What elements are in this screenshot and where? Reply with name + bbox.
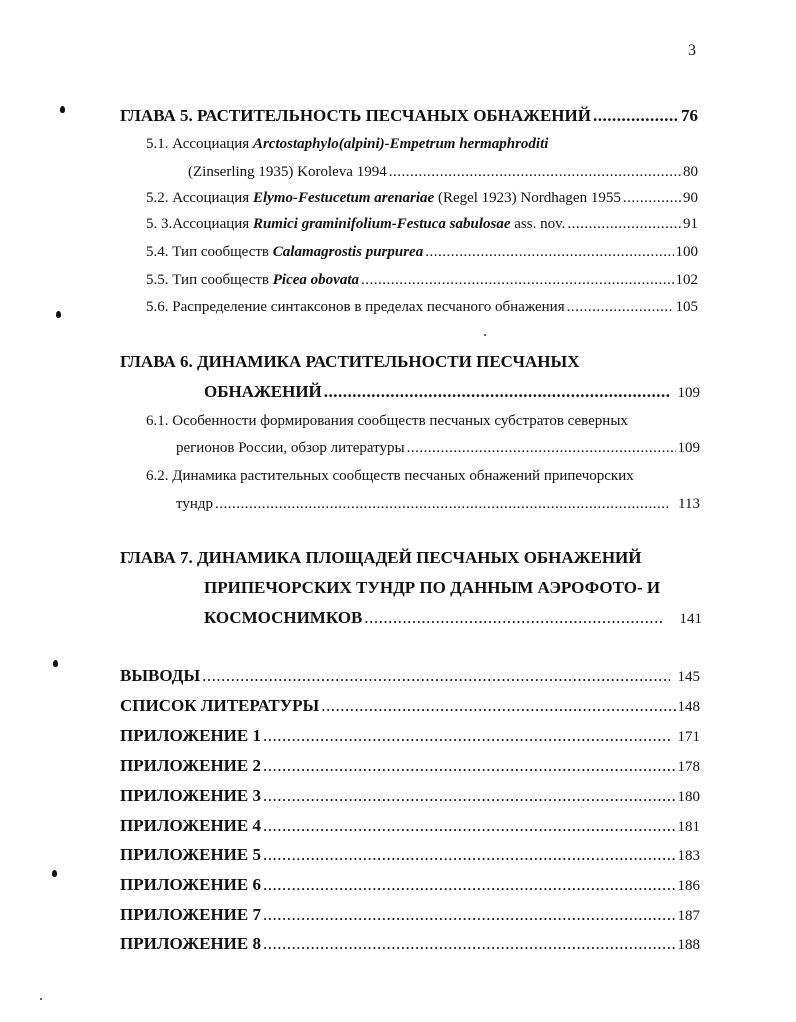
toc-page: 100	[675, 244, 698, 260]
toc-item-6-1[interactable]: 6.1. Особенности формирования сообществ песчаных субстратов северных	[146, 413, 628, 429]
toc-page: 91	[683, 216, 698, 232]
dot-leader	[407, 438, 676, 458]
toc-item-text: 5.6. Распределение синтаксонов в пределах песчаного обнажения	[146, 299, 565, 315]
toc-item-text: (Zinserling 1935) Koroleva 1994	[188, 164, 387, 180]
toc-page: 102	[675, 272, 698, 288]
toc-item-latin: Rumici graminifolium-Festuca sabulosae	[252, 216, 511, 232]
toc-page: 186	[677, 878, 700, 894]
toc-page: 183	[677, 848, 700, 864]
dot-leader	[567, 297, 674, 317]
toc-item-5-1[interactable]	[146, 134, 548, 154]
toc-item-latin: Calamagrostis purpurea	[272, 244, 424, 260]
toc-page: 76	[681, 106, 698, 125]
toc-appendix-7[interactable]	[120, 905, 700, 926]
toc-chapter-7-title-line3: КОСМОСНИМКОВ	[204, 608, 363, 627]
dot-leader	[324, 382, 670, 402]
toc-label: ВЫВОДЫ	[120, 666, 201, 685]
dot-leader	[389, 162, 681, 182]
toc-page: 113	[678, 496, 700, 512]
toc-item-6-1-cont[interactable]	[176, 438, 700, 458]
toc-page: 80	[683, 164, 698, 180]
toc-chapter-5-title: ГЛАВА 5. РАСТИТЕЛЬНОСТЬ ПЕСЧАНЫХ ОБНАЖЕНИЙ	[120, 106, 591, 125]
scan-mark	[56, 311, 61, 318]
toc-page: 188	[677, 937, 700, 953]
dot-leader	[263, 905, 676, 925]
scan-mark	[53, 660, 58, 667]
toc-label: ПРИЛОЖЕНИЕ 6	[120, 875, 261, 894]
toc-chapter-5[interactable]	[120, 106, 698, 126]
toc-item-5-2[interactable]	[146, 188, 698, 208]
dot-leader	[263, 875, 676, 895]
scan-mark	[52, 870, 57, 877]
toc-label: ПРИЛОЖЕНИЕ 7	[120, 905, 261, 924]
toc-item-5-1-cont[interactable]	[188, 162, 698, 182]
dot-leader	[364, 608, 663, 628]
toc-conclusions[interactable]	[120, 666, 700, 687]
toc-item-text: регионов России, обзор литературы	[176, 440, 405, 456]
toc-item-6-2-cont[interactable]	[176, 494, 700, 514]
toc-label: СПИСОК ЛИТЕРАТУРЫ	[120, 696, 320, 715]
toc-item-text: (Regel 1923) Nordhagen 1955	[434, 190, 621, 206]
dot-leader	[263, 756, 676, 776]
toc-appendix-2[interactable]	[120, 756, 700, 777]
toc-label: ПРИЛОЖЕНИЕ 3	[120, 786, 261, 805]
toc-page: 178	[677, 759, 700, 775]
toc-appendix-1[interactable]	[120, 726, 700, 747]
toc-page: 105	[675, 299, 698, 315]
toc-page: 109	[677, 440, 700, 456]
dot-leader	[321, 696, 675, 716]
scan-speck	[484, 334, 486, 336]
toc-references[interactable]	[120, 696, 700, 717]
toc-page: 181	[677, 819, 700, 835]
toc-label: ПРИЛОЖЕНИЕ 8	[120, 934, 261, 953]
toc-item-5-5[interactable]	[146, 270, 698, 290]
dot-leader	[215, 494, 670, 514]
toc-chapter-6[interactable]	[204, 382, 700, 403]
dot-leader	[202, 666, 669, 686]
toc-item-text: 5.1. Ассоциация	[146, 136, 253, 152]
scan-speck	[40, 998, 42, 1000]
toc-item-text: 5.5. Тип сообществ	[146, 272, 273, 288]
toc-appendix-5[interactable]	[120, 845, 700, 866]
toc-page: 109	[677, 385, 700, 401]
dot-leader	[567, 214, 681, 234]
toc-item-text: тундр	[176, 496, 214, 512]
dot-leader	[263, 786, 676, 806]
dot-leader	[623, 188, 681, 208]
toc-chapter-7-title-line2[interactable]: ПРИПЕЧОРСКИХ ТУНДР ПО ДАННЫМ АЭРОФОТО- И	[204, 578, 661, 597]
dot-leader	[263, 845, 676, 865]
toc-appendix-8[interactable]	[120, 934, 700, 955]
toc-item-text: 5. 3.Ассоциация	[146, 216, 253, 232]
toc-item-6-2[interactable]: 6.2. Динамика растительных сообществ песчаных обнажений припечорских	[146, 468, 634, 484]
dot-leader	[263, 934, 676, 954]
toc-item-text: 5.4. Тип сообществ	[146, 244, 273, 260]
scan-mark	[60, 106, 65, 113]
toc-appendix-3[interactable]	[120, 786, 700, 807]
toc-item-text: 5.2. Ассоциация	[146, 190, 253, 206]
toc-item-5-6[interactable]	[146, 297, 698, 317]
toc-chapter-6-title-line1[interactable]: ГЛАВА 6. ДИНАМИКА РАСТИТЕЛЬНОСТИ ПЕСЧАНЫХ	[120, 352, 580, 371]
toc-item-text: ass. nov.	[510, 216, 566, 232]
toc-appendix-4[interactable]	[120, 816, 700, 837]
toc-chapter-6-title-line2: ОБНАЖЕНИЙ	[204, 382, 322, 401]
toc-item-latin: Picea obovata	[272, 272, 359, 288]
toc-appendix-6[interactable]	[120, 875, 700, 896]
toc-page: 187	[677, 908, 700, 924]
toc-chapter-7[interactable]	[204, 608, 702, 629]
toc-page: 171	[677, 729, 700, 745]
toc-page: 90	[683, 190, 698, 206]
dot-leader	[361, 270, 674, 290]
dot-leader	[263, 726, 670, 746]
toc-page: 141	[679, 611, 702, 627]
toc-item-5-3[interactable]	[146, 214, 698, 234]
toc-item-latin: Elymo-Festucetum arenariae	[252, 190, 435, 206]
toc-page: 148	[677, 699, 700, 715]
dot-leader	[263, 816, 676, 836]
toc-label: ПРИЛОЖЕНИЕ 4	[120, 816, 261, 835]
toc-label: ПРИЛОЖЕНИЕ 5	[120, 845, 261, 864]
toc-page: 180	[677, 789, 700, 805]
toc-item-5-4[interactable]	[146, 242, 698, 262]
toc-page: 145	[677, 669, 700, 685]
page-number: 3	[688, 42, 696, 59]
dot-leader	[593, 106, 679, 126]
toc-label: ПРИЛОЖЕНИЕ 2	[120, 756, 261, 775]
dot-leader	[425, 242, 673, 262]
toc-chapter-7-title-line1[interactable]: ГЛАВА 7. ДИНАМИКА ПЛОЩАДЕЙ ПЕСЧАНЫХ ОБНАЖЕНИЙ	[120, 548, 642, 567]
toc-label: ПРИЛОЖЕНИЕ 1	[120, 726, 261, 745]
toc-item-latin: Arctostaphylo(alpini)-Empetrum hermaphroditi	[252, 136, 549, 152]
